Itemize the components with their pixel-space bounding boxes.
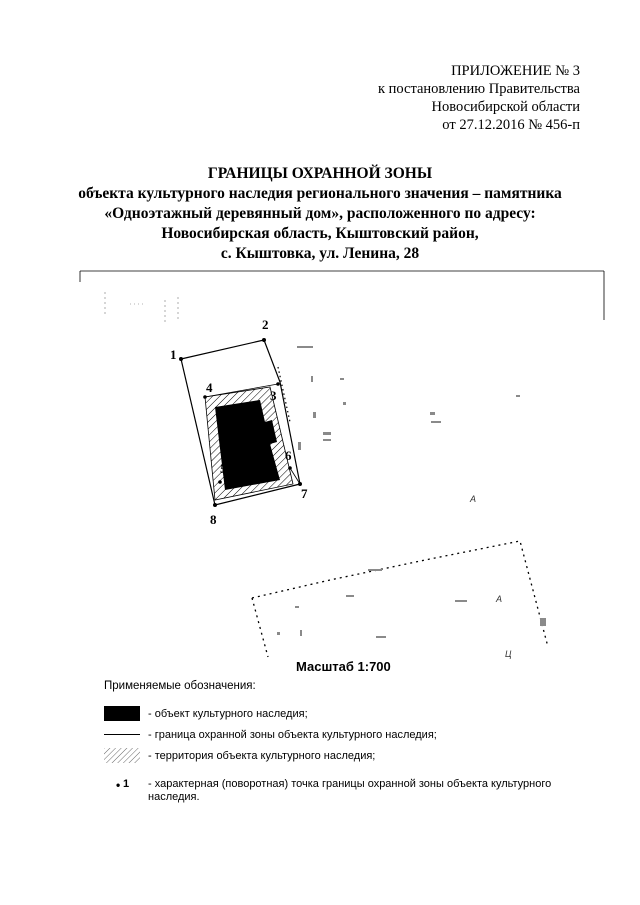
faint-marks [105, 292, 178, 322]
legend-symbol-point [104, 776, 148, 794]
appendix-line-4: от 27.12.2016 № 456-п [442, 117, 580, 133]
legend-item-point [104, 776, 568, 804]
point-3-marker [276, 382, 280, 386]
faint-map-text [297, 346, 520, 450]
map-label-a-upper: А [470, 494, 477, 504]
legend-text: - объект культурного наследия; [148, 708, 308, 720]
dotted-fence-1 [278, 367, 290, 422]
appendix-block [378, 62, 580, 134]
legend-text: - характерная (поворотная) точка границы охранной зоны объекта культурного наследия. [148, 778, 552, 803]
point-8-marker [213, 503, 217, 507]
point-2-marker [262, 338, 266, 342]
lower-dashed-boundary [252, 541, 548, 647]
hatch-swatch [104, 748, 142, 764]
legend-text: - граница охранной зоны объекта культурного наследия; [148, 729, 437, 741]
map-label-a-lower: А [496, 594, 503, 604]
legend-point-number: 1 [123, 778, 130, 790]
title-line-3: «Одноэтажный деревянный дом», расположенного по адресу: [104, 205, 536, 222]
map-scale: Масштаб 1:700 [296, 659, 391, 674]
legend-symbol-hatch [104, 748, 148, 766]
appendix-line-2: к постановлению Правительства [378, 81, 580, 97]
point-6-marker [288, 466, 292, 470]
point-label-4: 4 [206, 380, 213, 395]
point-label-3: 3 [270, 388, 277, 403]
legend-item-territory [104, 748, 568, 766]
legend-symbol-line [104, 727, 148, 745]
point-label-1: 1 [170, 347, 177, 362]
title-line-1: ГРАНИЦЫ ОХРАННОЙ ЗОНЫ [207, 165, 433, 182]
point-label-2: 2 [262, 317, 269, 332]
point-label-6: 6 [285, 448, 292, 463]
appendix-line-1: ПРИЛОЖЕНИЕ № 3 [451, 63, 580, 79]
point-1-marker [179, 357, 183, 361]
point-label-7: 7 [301, 486, 308, 501]
point-4-marker [203, 395, 207, 399]
legend-symbol-black-fill [104, 706, 148, 724]
title-line-2: объекта культурного наследия регионального значения – памятника [78, 185, 562, 202]
point-5-marker [218, 480, 222, 484]
legend-item-boundary [104, 727, 568, 745]
legend-title: Применяемые обозначения: [104, 680, 256, 692]
legend-point-dot-icon: • [116, 778, 121, 792]
document-title [0, 164, 640, 264]
site-map [0, 262, 640, 682]
legend-text: - территория объекта культурного наследия; [148, 750, 376, 762]
point-label-5: 5 [220, 461, 227, 476]
faint-lower-marks [277, 569, 546, 638]
point-label-8: 8 [210, 512, 217, 527]
map-label-c: Ц [505, 649, 512, 659]
title-line-5: с. Кыштовка, ул. Ленина, 28 [220, 245, 420, 262]
legend-item-object [104, 706, 568, 724]
appendix-line-3: Новосибирской области [431, 99, 580, 115]
title-line-4: Новосибирская область, Кыштовский район, [161, 225, 479, 242]
lower-dashed-left [252, 598, 268, 657]
